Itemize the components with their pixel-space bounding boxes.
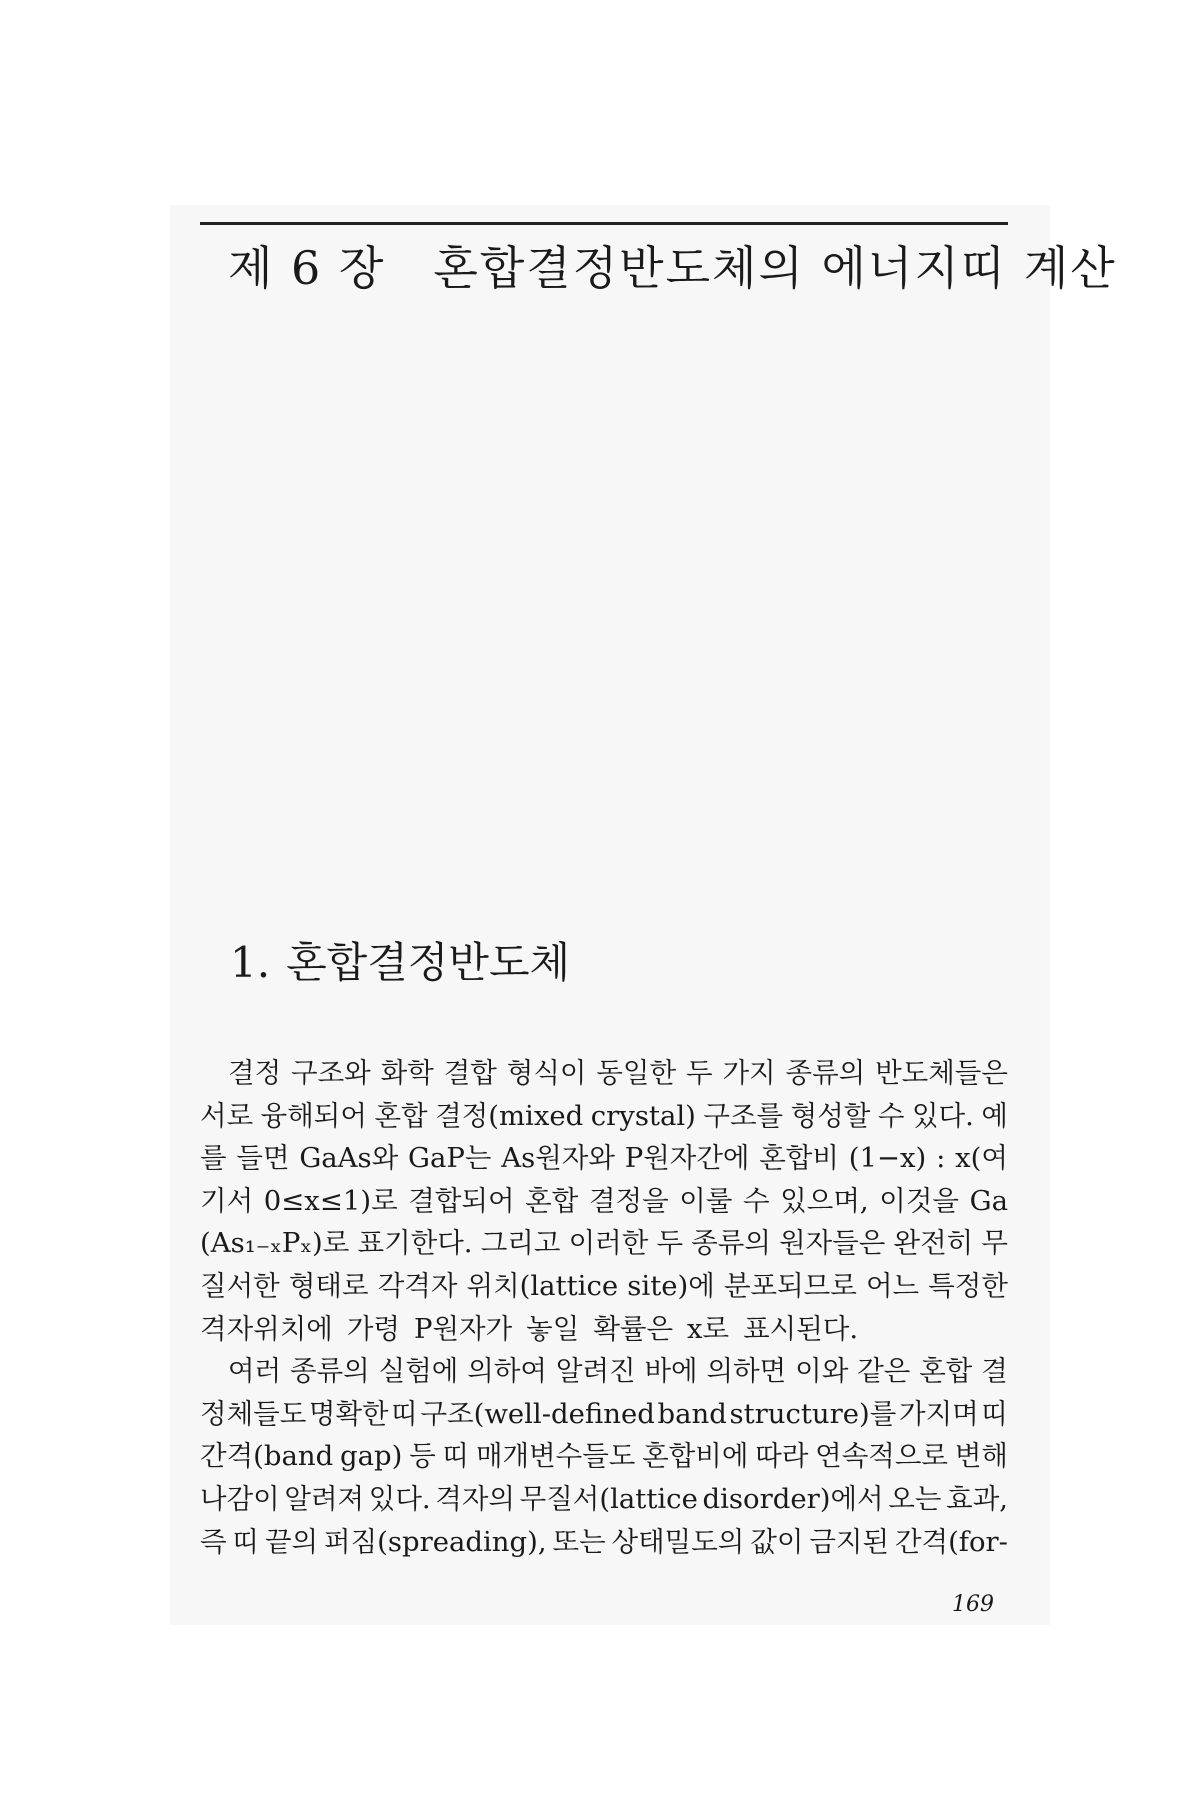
word: 알려진 [555,1355,636,1388]
text-line [200,1521,1008,1564]
word: 이와 [795,1355,849,1388]
word: 의하여 [467,1355,547,1388]
word: 예 [981,1099,1008,1132]
text-line [200,1180,1008,1223]
word: 두 [656,1227,684,1260]
word: 형성할 [790,1099,871,1132]
word: 띠 [442,1440,470,1473]
word: 나감이 [200,1482,280,1515]
word: 위치(lattice [466,1269,619,1302]
word: 구조와 [291,1057,371,1089]
text-line [200,1052,1008,1095]
word: 이룰 [679,1184,733,1217]
word: 있으며, [780,1184,869,1217]
text-line [200,1435,1008,1478]
chapter-title: 혼합결정반도체의 에너지띠 계산 [433,241,1117,295]
word: 혼합 [525,1184,579,1217]
word: 융해되어 [260,1099,367,1132]
word: 표시된다. [743,1312,859,1345]
word: 결합되어 [408,1184,515,1217]
word: 무 [981,1227,1008,1260]
word: 구조를 [703,1099,784,1132]
word: 간격(band [200,1440,334,1473]
word: 따라 [755,1440,809,1473]
word: P원자가 [413,1312,513,1345]
word: 무질서(lattice [519,1482,698,1515]
word: 그리고 [480,1227,561,1260]
word: 0≤x≤1)로 [263,1184,398,1217]
word: 질서한 [200,1269,280,1302]
word: 기서 [200,1184,254,1217]
text-line [200,1265,1008,1308]
word: 띠 [981,1397,1008,1430]
word: 완전히 [893,1227,974,1260]
word: 동일한 [596,1057,677,1089]
word: 정체들도 [200,1397,307,1430]
word: 또는 [552,1525,606,1558]
word: 형태로 [288,1269,369,1302]
section-number: 1. [230,938,271,987]
word: 끝의 [264,1525,319,1558]
word: 구조(well-defined [420,1397,655,1430]
word: 띠 [232,1525,260,1558]
word: 간격(for- [894,1525,1008,1558]
word: 명확한 [308,1397,389,1430]
word: GaAs와 [299,1142,399,1175]
word: (1−x) [848,1142,927,1175]
text-line [200,1222,1008,1265]
word: 종류의 [785,1057,866,1089]
word: 이것을 [879,1184,959,1217]
word: 특정한 [928,1269,1008,1302]
word: 격자의 [435,1482,515,1515]
word: 결정(mixed [435,1099,584,1132]
word: 서로 [200,1099,254,1132]
word: 혼합비 [759,1142,839,1175]
word: crystal) [590,1099,696,1132]
word: 이러한 [568,1227,649,1260]
word: site)에 [627,1269,715,1302]
word: 알려져 [284,1482,365,1515]
word: 결합 [443,1057,497,1089]
word: 가지며 [899,1397,979,1430]
word: 의하면 [706,1355,787,1388]
chapter-heading [228,232,1117,298]
word: 연속적으로 [815,1440,948,1473]
word: 금지된 [809,1525,890,1558]
text-line [200,1308,1008,1351]
word: 혼합비에 [642,1440,749,1473]
word: 수 [877,1099,905,1132]
word: 변해 [954,1440,1008,1473]
word: Ga [969,1184,1008,1217]
word: 놓일 [526,1312,580,1345]
text-line [200,1137,1008,1180]
word: 실험에 [378,1355,459,1388]
word: 종류의 [691,1227,771,1260]
word: 띠 [391,1397,418,1430]
section-heading [230,930,570,990]
word: P원자간에 [624,1142,750,1175]
word: x로 [687,1312,730,1345]
word: 값이 [750,1525,804,1558]
word: 종류의 [290,1355,370,1388]
word: gap) [340,1440,403,1473]
word: 혼합 [374,1099,428,1132]
word: 상태밀도의 [611,1525,745,1558]
word: 반도체들은 [875,1057,1008,1089]
word: 바에 [644,1355,698,1388]
chapter-rule [200,222,1008,225]
word: 같은 [857,1355,911,1388]
word: 원자들은 [779,1227,886,1260]
word: x(여 [955,1142,1008,1175]
word: 결 [981,1355,1008,1388]
word: 들면 [236,1142,290,1175]
section-title: 혼합결정반도체 [286,938,571,987]
word: GaP는 [408,1142,492,1175]
chapter-number: 제 6 장 [228,241,386,295]
word: 확률은 [593,1312,674,1345]
word: 분포되므로 [723,1269,857,1302]
word: 어느 [865,1269,920,1302]
word: 가령 [346,1312,400,1345]
word: 매개변수들도 [475,1440,636,1473]
word: (As₁₋ₓPₓ)로 [200,1227,350,1260]
word: 퍼짐(spreading), [324,1525,547,1558]
page-number: 169 [952,1592,994,1617]
word: 격자위치에 [200,1312,333,1345]
word: 결정 [228,1057,282,1089]
word: 결정을 [588,1184,669,1217]
word: 오는 [888,1482,942,1515]
word: 각격자 [377,1269,458,1302]
word: 형식이 [506,1057,587,1089]
word: 화학 [380,1057,434,1089]
word: 표기한다. [357,1227,473,1260]
word: As원자와 [501,1142,615,1175]
word: 여러 [228,1355,282,1388]
body-text [200,1052,1008,1563]
word: : [936,1142,946,1175]
text-line [200,1393,1008,1436]
word: 수 [743,1184,770,1217]
text-line [200,1350,1008,1393]
word: 등 [409,1440,436,1473]
word: 가지 [722,1057,776,1089]
word: disorder)에서 [702,1482,884,1515]
word: 를 [200,1142,227,1175]
word: 즉 [200,1525,227,1558]
word: 있다. [911,1099,974,1132]
word: 효과, [946,1482,1008,1515]
word: structure)를 [729,1397,897,1430]
word: band [657,1397,727,1430]
word: 혼합 [919,1355,973,1388]
word: 있다. [368,1482,431,1515]
text-line [200,1095,1008,1138]
word: 두 [685,1057,713,1089]
text-line [200,1478,1008,1521]
